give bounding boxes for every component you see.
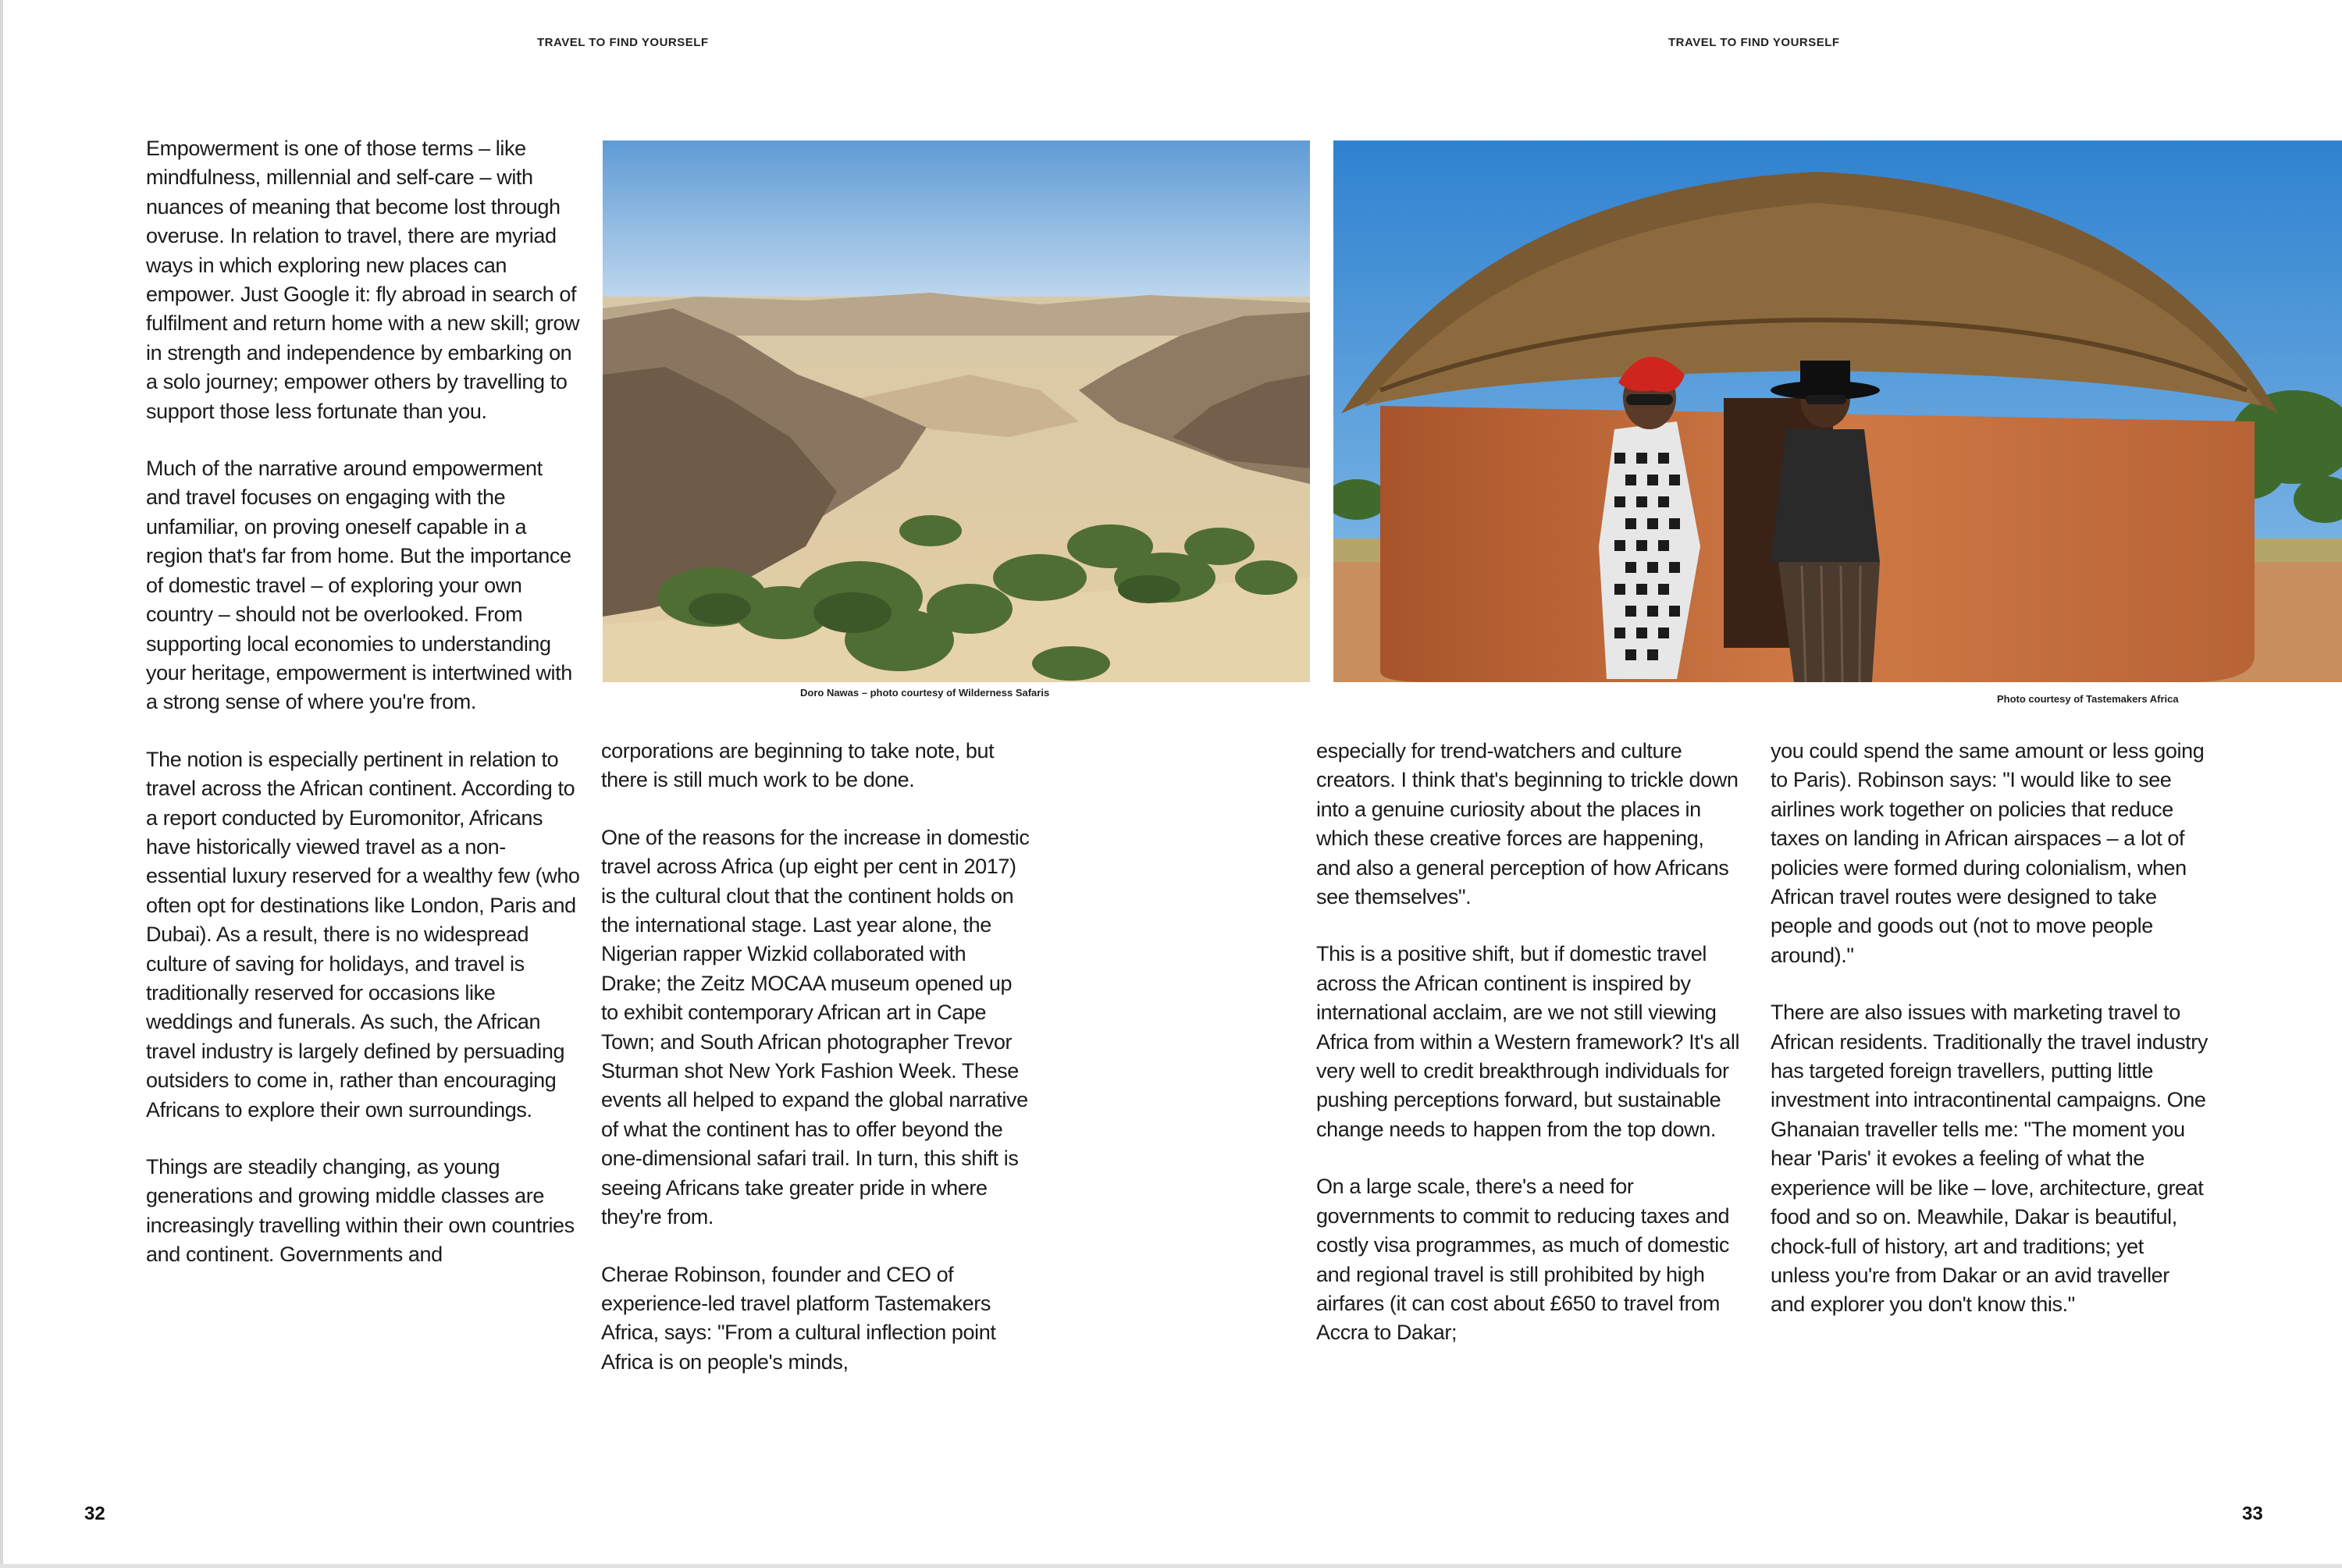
desert-valley-photo	[603, 140, 1310, 682]
viewer-left-edge	[0, 0, 3, 1568]
running-head-left: TRAVEL TO FIND YOURSELF	[537, 36, 709, 49]
photo-caption-left: Doro Nawas – photo courtesy of Wilderness Safaris	[800, 687, 1050, 699]
paragraph: Empowerment is one of those terms – like mindfulness, millennial and self-care – with nuances of meaning that become lost through overuse. In relation to travel, there are myriad ways in which exploring new places can empower. Just Google it: fly abroad in search of fulfilment and return home with a new skill; grow in strength and independence by embarking on a solo journey; empower others by travelling to support those less fortunate than you.	[146, 137, 580, 423]
paragraph: On a large scale, there's a need for governments to commit to reducing taxes and costly visa programmes, as much of domestic and regional travel is still prohibited by high airfares (it can cost about £650 to travel from Accra to Dakar;	[1316, 1175, 1730, 1345]
article-column-3	[1316, 737, 1741, 1348]
paragraph: especially for trend-watchers and culture creators. I think that's beginning to trickle down into a genuine curiosity about the places in which these creative forces are happening, and also a general perception of how Africans see themselves".	[1316, 739, 1739, 909]
paragraph: This is a positive shift, but if domestic travel across the African continent is inspired by international acclaim, are we not still viewing Africa from within a Western framework? It's all very well to credit breakthrough individuals for pushing perceptions forward, but sustainable change needs to happen from the top down.	[1316, 942, 1740, 1141]
paragraph: corporations are beginning to take note, but there is still much work to be done.	[601, 739, 995, 792]
article-column-1	[146, 134, 580, 1270]
page-number-left: 32	[84, 1503, 105, 1524]
thatched-hut-photo	[1333, 140, 2342, 682]
paragraph: Cherae Robinson, founder and CEO of experience-led travel platform Tastemakers Africa, says: "From a cultural inflection point Africa is on people's minds,	[601, 1262, 996, 1374]
paragraph: Things are steadily changing, as young generations and growing middle classes are increasingly travelling within their own countries and continent. Governments and	[146, 1155, 575, 1267]
paragraph: The notion is especially pertinent in relation to travel across the African continent. According to a report conducted by Euromonitor, Africans have historically viewed travel as a non-essential luxury reserved for a wealthy few (who often opt for destinations like London, Paris and Dubai). As a result, there is no widespread culture of saving for holidays, and travel is traditionally reserved for occasions like weddings and funerals. As such, the African travel industry is largely defined by persuading outsiders to come in, rather than encouraging Africans to explore their own surroundings.	[146, 747, 580, 1122]
paragraph: Much of the narrative around empowerment and travel focuses on engaging with the unfamiliar, on proving oneself capable in a region that's far from home. But the importance of domestic travel – of exploring your own country – should not be overlooked. From supporting local economies to understanding your heritage, empowerment is intertwined with a strong sense of where you're from.	[146, 457, 572, 714]
running-head-right: TRAVEL TO FIND YOURSELF	[1668, 36, 1840, 49]
paragraph: you could spend the same amount or less going to Paris). Robinson says: "I would like to see airlines work together on policies that reduce taxes on landing in African airspaces – a lot of policies were formed during colonialism, when African travel routes were designed to take people and goods out (not to move people around)."	[1771, 739, 2205, 967]
paragraph: One of the reasons for the increase in domestic travel across Africa (up eight per cent in 2017) is the cultural clout that the continent holds on the international stage. Last year alone, the Nigerian rapper Wizkid collaborated with Drake; the Zeitz MOCAA museum opened up to exhibit contemporary African art in Cape Town; and South African photographer Trevor Sturman shot New York Fashion Week. These events all helped to expand the global narrative of what the continent has to offer beyond the one-dimensional safari trail. In turn, this shift is seeing Africans take greater pride in where they're from.	[601, 825, 1030, 1229]
viewer-bottom-edge	[0, 1564, 2342, 1568]
article-column-4	[1771, 737, 2208, 1320]
paragraph: There are also issues with marketing travel to African residents. Traditionally the travel industry has targeted foreign travellers, putting little investment into intracontinental campaigns. One Ghanaian traveller tells me: "The moment you hear 'Paris' it evokes a feeling of what the experience will be like – love, architecture, great food and so on. Meawhile, Dakar is beautiful, chock-full of history, art and traditions; yet unless you're from Dakar or an avid traveller and explorer you don't know this."	[1771, 1001, 2208, 1317]
page-number-right: 33	[2242, 1503, 2263, 1524]
photo-caption-right: Photo courtesy of Tastemakers Africa	[1997, 693, 2179, 705]
article-column-2	[601, 737, 1030, 1377]
